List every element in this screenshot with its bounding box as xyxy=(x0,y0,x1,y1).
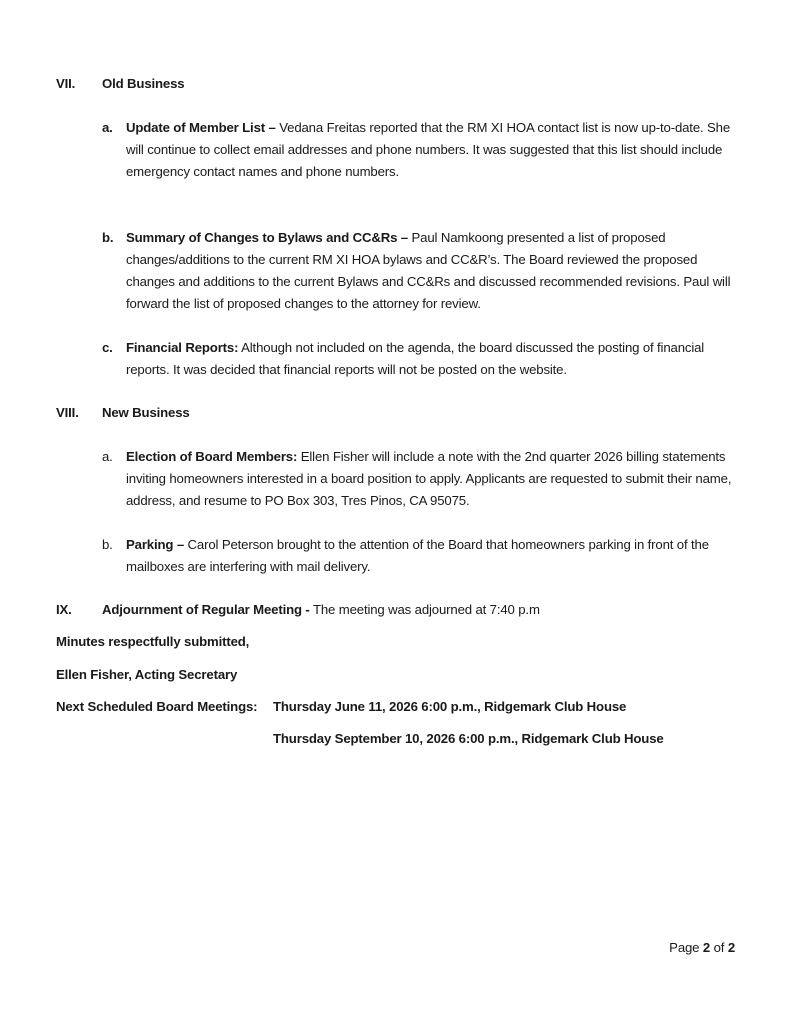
item-update-member-list xyxy=(126,117,746,183)
item-financial-reports xyxy=(126,337,746,381)
item-text: Although not included on the agenda, the board discussed the posting of financial reports. It was decided that financial reports will not be posted on the website. xyxy=(126,340,705,377)
page-word: Page xyxy=(669,940,700,955)
page-number xyxy=(669,940,735,955)
item-text: Vedana Freitas reported that the RM XI HOA contact list is now up-to-date. She will continue to collect email addresses and phone numbers. It was suggested that this list should include emergency contact names and phone numbers. xyxy=(126,120,731,179)
item-label: b. xyxy=(102,537,113,552)
of-word: of xyxy=(713,940,725,955)
section-number-viii: VIII. xyxy=(56,405,79,420)
minutes-submitted: Minutes respectfully submitted, xyxy=(56,634,250,649)
next-meeting-1: Thursday June 11, 2026 6:00 p.m., Ridgemark Club House xyxy=(273,699,627,714)
section-number-vii: VII. xyxy=(56,76,76,91)
item-text: Ellen Fisher will include a note with the 2nd quarter 2026 billing statements inviting homeowners interested in a board position to apply. Applicants are requested to submit their name, address, and resume to PO Box 303, Tres Pinos, CA 95075. xyxy=(126,449,732,508)
item-label: a. xyxy=(102,449,113,464)
item-text: Carol Peterson brought to the attention of the Board that homeowners parking in front of the mailboxes are interfering with mail delivery. xyxy=(126,537,709,574)
item-label: a. xyxy=(102,120,113,135)
section-title-adjournment: Adjournment of Regular Meeting - xyxy=(102,602,310,617)
page-current: 2 xyxy=(702,940,711,955)
item-lead: Financial Reports: xyxy=(126,340,239,355)
next-meeting-2: Thursday September 10, 2026 6:00 p.m., Ridgemark Club House xyxy=(273,731,664,746)
item-lead: Update of Member List – xyxy=(126,120,276,135)
item-label: c. xyxy=(102,340,113,355)
item-text: Paul Namkoong presented a list of proposed changes/additions to the current RM XI HOA bylaws and CC&R’s. The Board reviewed the proposed changes and additions to the current Bylaws and CC&Rs and discussed recommended revisions. Paul will forward the list of proposed changes to the attorney for review. xyxy=(126,230,731,311)
item-election-board-members xyxy=(126,446,746,512)
section-number-ix: IX. xyxy=(56,602,72,617)
section-title-new-business: New Business xyxy=(102,405,190,420)
item-lead: Summary of Changes to Bylaws and CC&Rs – xyxy=(126,230,408,245)
section-adjournment xyxy=(102,602,540,617)
signature-line: Ellen Fisher, Acting Secretary xyxy=(56,667,238,682)
item-label: b. xyxy=(102,230,114,245)
item-lead: Parking – xyxy=(126,537,185,552)
item-parking xyxy=(126,534,746,578)
page-total: 2 xyxy=(727,940,735,955)
adjournment-text: The meeting was adjourned at 7:40 p.m xyxy=(309,602,540,617)
item-summary-bylaws xyxy=(126,227,746,315)
section-title-old-business: Old Business xyxy=(102,76,185,91)
next-meetings-label: Next Scheduled Board Meetings: xyxy=(56,699,258,714)
item-lead: Election of Board Members: xyxy=(126,449,298,464)
